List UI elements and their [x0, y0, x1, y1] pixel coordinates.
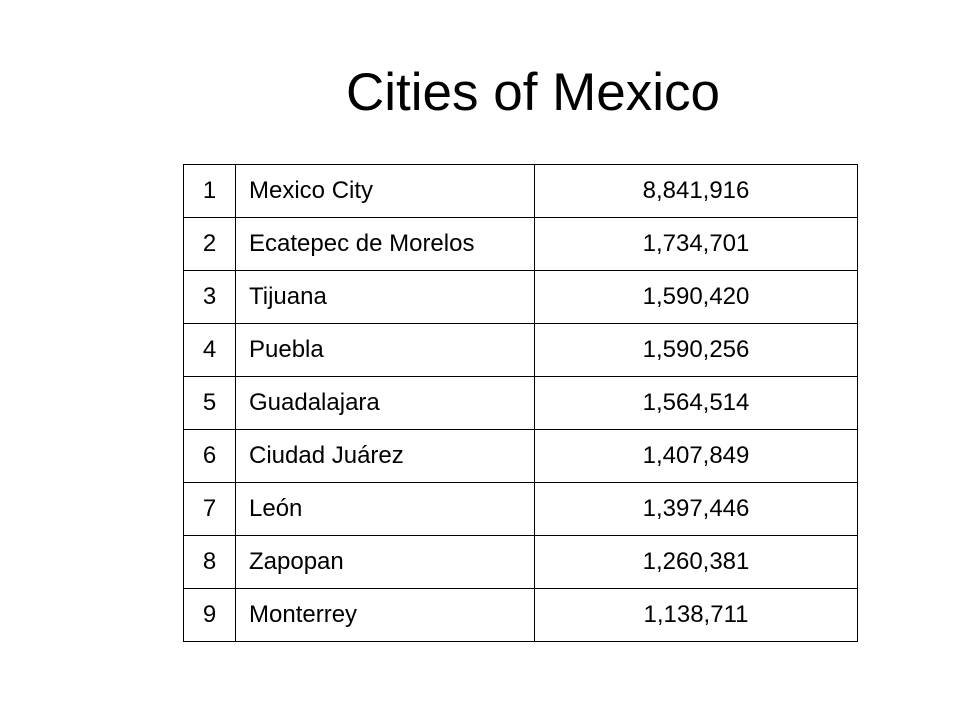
slide-title: Cities of Mexico: [345, 63, 721, 122]
rank-cell: 8: [184, 536, 236, 589]
rank-cell: 1: [184, 165, 236, 218]
table-row: [184, 324, 858, 377]
table-row: [184, 483, 858, 536]
rank-cell: 9: [184, 589, 236, 642]
city-cell: Puebla: [236, 324, 535, 377]
city-cell: Guadalajara: [236, 377, 535, 430]
table-row: [184, 165, 858, 218]
city-cell: Monterrey: [236, 589, 535, 642]
rank-cell: 6: [184, 430, 236, 483]
population-cell: 1,260,381: [535, 536, 858, 589]
city-cell: Ciudad Juárez: [236, 430, 535, 483]
population-cell: 1,590,256: [535, 324, 858, 377]
city-cell: León: [236, 483, 535, 536]
city-cell: Tijuana: [236, 271, 535, 324]
population-cell: 1,564,514: [535, 377, 858, 430]
table-row: [184, 536, 858, 589]
table-row: [184, 589, 858, 642]
table-row: [184, 218, 858, 271]
population-cell: 1,138,711: [535, 589, 858, 642]
table-row: [184, 377, 858, 430]
rank-cell: 3: [184, 271, 236, 324]
cities-table: [183, 164, 858, 642]
city-cell: Mexico City: [236, 165, 535, 218]
rank-cell: 5: [184, 377, 236, 430]
population-cell: 8,841,916: [535, 165, 858, 218]
population-cell: 1,734,701: [535, 218, 858, 271]
city-cell: Zapopan: [236, 536, 535, 589]
rank-cell: 2: [184, 218, 236, 271]
population-cell: 1,397,446: [535, 483, 858, 536]
city-cell: Ecatepec de Morelos: [236, 218, 535, 271]
table-row: [184, 430, 858, 483]
population-cell: 1,407,849: [535, 430, 858, 483]
rank-cell: 4: [184, 324, 236, 377]
table-row: [184, 271, 858, 324]
rank-cell: 7: [184, 483, 236, 536]
population-cell: 1,590,420: [535, 271, 858, 324]
